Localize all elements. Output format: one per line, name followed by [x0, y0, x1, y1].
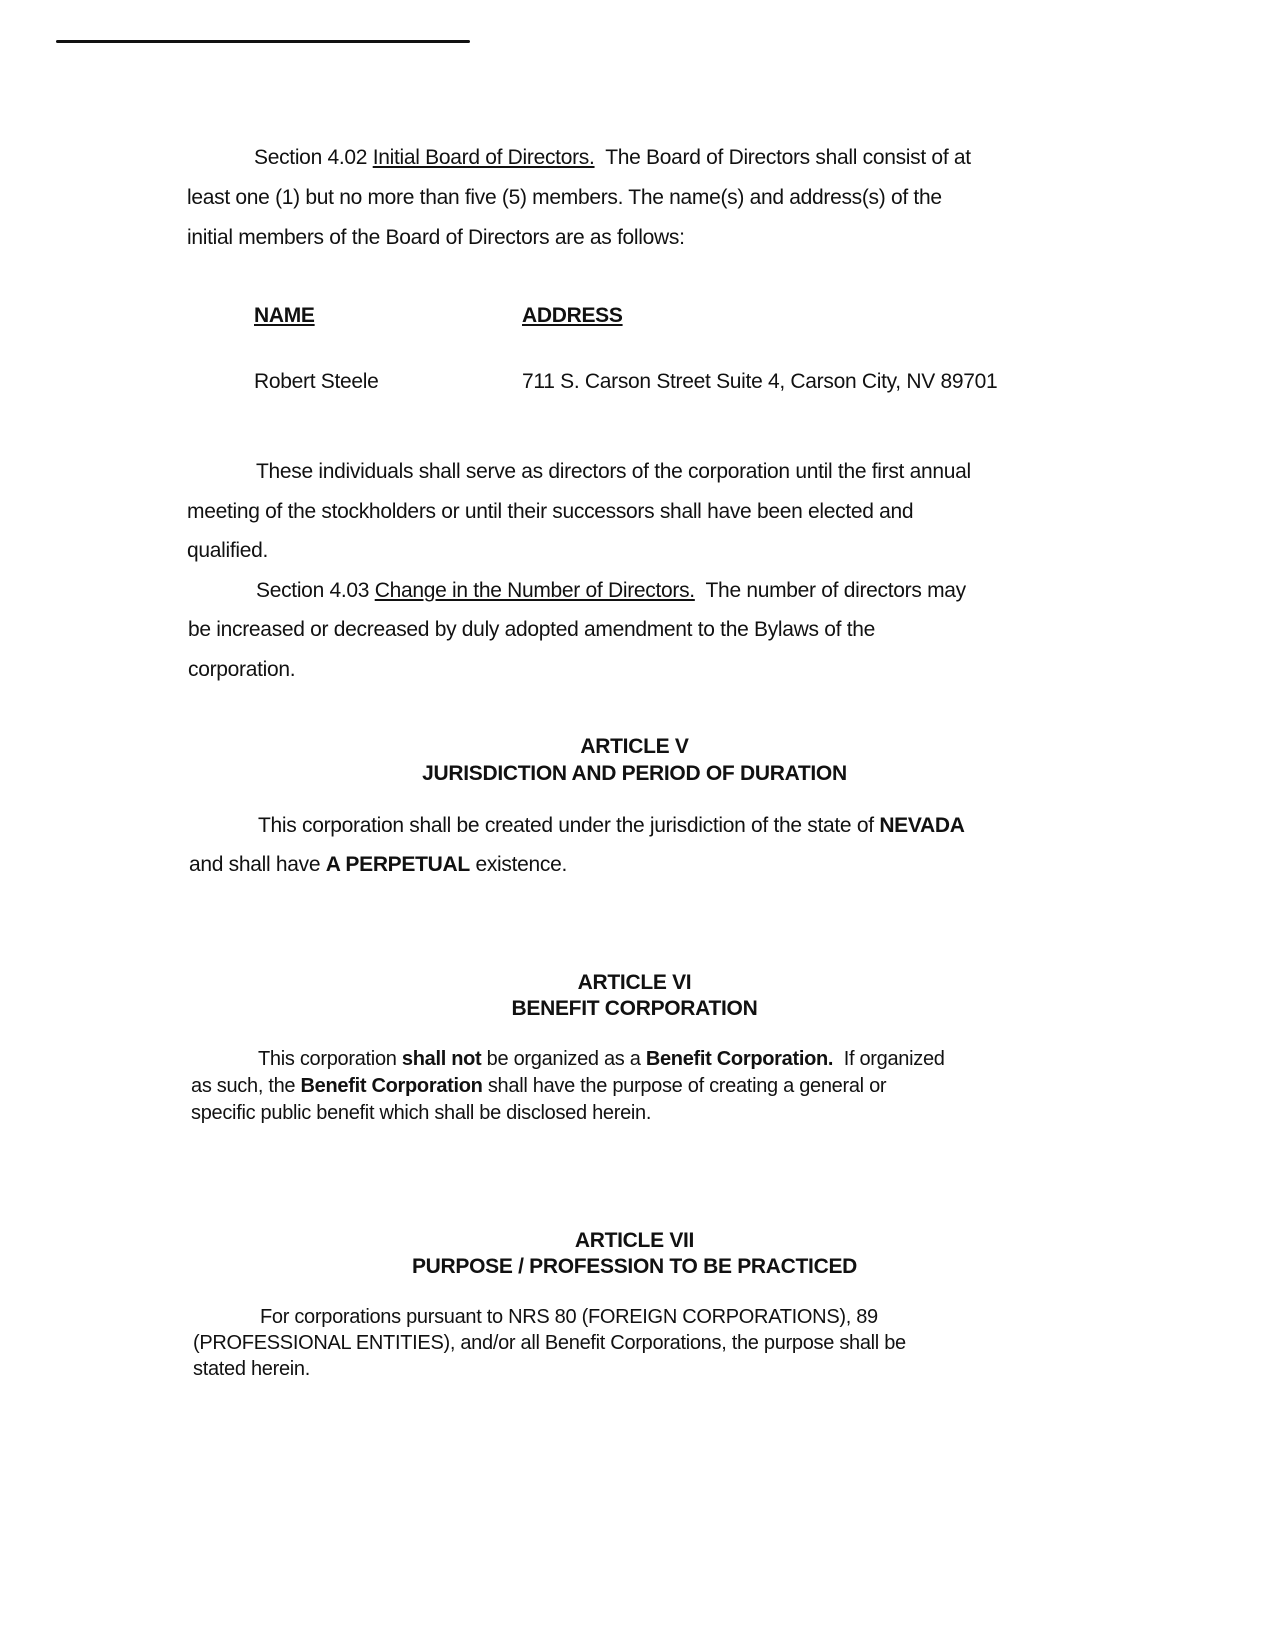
- section-403-line-2: be increased or decreased by duly adopted amendment to the Bylaws of the: [188, 618, 876, 641]
- article-vi-text-3: be organized as a: [486, 1048, 641, 1070]
- section-402-label: Section 4.02: [254, 146, 368, 169]
- section-402-title: Initial Board of Directors.: [372, 146, 595, 169]
- article-vi-line-1: [258, 1046, 945, 1073]
- article-v-text-3: existence.: [475, 853, 567, 876]
- article-vi-text-1: This corporation: [258, 1048, 397, 1070]
- article-vii-line-3: stated herein.: [193, 1358, 310, 1380]
- section-402-text: The Board of Directors shall consist of at: [605, 146, 971, 169]
- article-vi-benefit-corp-1: Benefit Corporation.: [645, 1048, 834, 1070]
- article-v-text-2: and shall have: [189, 853, 321, 876]
- article-vi-line-2: [191, 1073, 886, 1100]
- article-v-state: NEVADA: [879, 814, 965, 837]
- section-403-title: Change in the Number of Directors.: [374, 579, 695, 602]
- article-v-text-1: This corporation shall be created under the jurisdiction of the state of: [258, 814, 874, 837]
- article-vii-title: PURPOSE / PROFESSION TO BE PRACTICED: [411, 1255, 858, 1278]
- section-402-line-3: initial members of the Board of Directors are as follows:: [187, 226, 685, 249]
- article-vi-text-5: If organized: [843, 1048, 945, 1070]
- service-line-3: qualified.: [187, 539, 269, 562]
- section-403-text: The number of directors may: [705, 579, 966, 602]
- article-v-line-1: [258, 806, 965, 846]
- article-v-line-2: [189, 845, 567, 885]
- article-v-title: JURISDICTION AND PERIOD OF DURATION: [422, 762, 847, 785]
- article-v-number: ARTICLE V: [580, 735, 689, 758]
- section-403-label: Section 4.03: [256, 579, 370, 602]
- article-vi-text-8: shall have the purpose of creating a general or: [487, 1075, 887, 1097]
- article-vi-shall-not: shall not: [401, 1048, 482, 1070]
- section-402-line-1: [254, 138, 971, 178]
- article-vi-benefit-corp-2: Benefit Corporation: [300, 1075, 483, 1097]
- section-402-line-2: least one (1) but no more than five (5) members. The name(s) and address(s) of the: [187, 186, 942, 209]
- director-name: Robert Steele: [254, 370, 379, 393]
- article-vii-line-1: For corporations pursuant to NRS 80 (FOREIGN CORPORATIONS), 89: [260, 1306, 878, 1328]
- article-vi-number: ARTICLE VI: [577, 971, 692, 994]
- article-v-duration: A PERPETUAL: [325, 853, 470, 876]
- top-rule: [56, 40, 470, 43]
- section-403-line-1: [256, 571, 966, 611]
- service-line-2: meeting of the stockholders or until their successors shall have been elected and: [187, 500, 914, 523]
- table-header-address: ADDRESS: [522, 304, 623, 327]
- service-line-1: These individuals shall serve as directors of the corporation until the first annual: [256, 460, 971, 483]
- article-vi-title: BENEFIT CORPORATION: [511, 997, 758, 1020]
- director-address: 711 S. Carson Street Suite 4, Carson City, NV 89701: [522, 370, 998, 393]
- article-vii-number: ARTICLE VII: [574, 1229, 695, 1252]
- article-vi-line-3: specific public benefit which shall be disclosed herein.: [191, 1102, 652, 1124]
- article-vi-text-6: as such, the: [191, 1075, 296, 1097]
- article-vii-line-2: (PROFESSIONAL ENTITIES), and/or all Benefit Corporations, the purpose shall be: [193, 1332, 906, 1354]
- section-403-line-3: corporation.: [188, 658, 296, 681]
- table-header-name: NAME: [254, 304, 315, 327]
